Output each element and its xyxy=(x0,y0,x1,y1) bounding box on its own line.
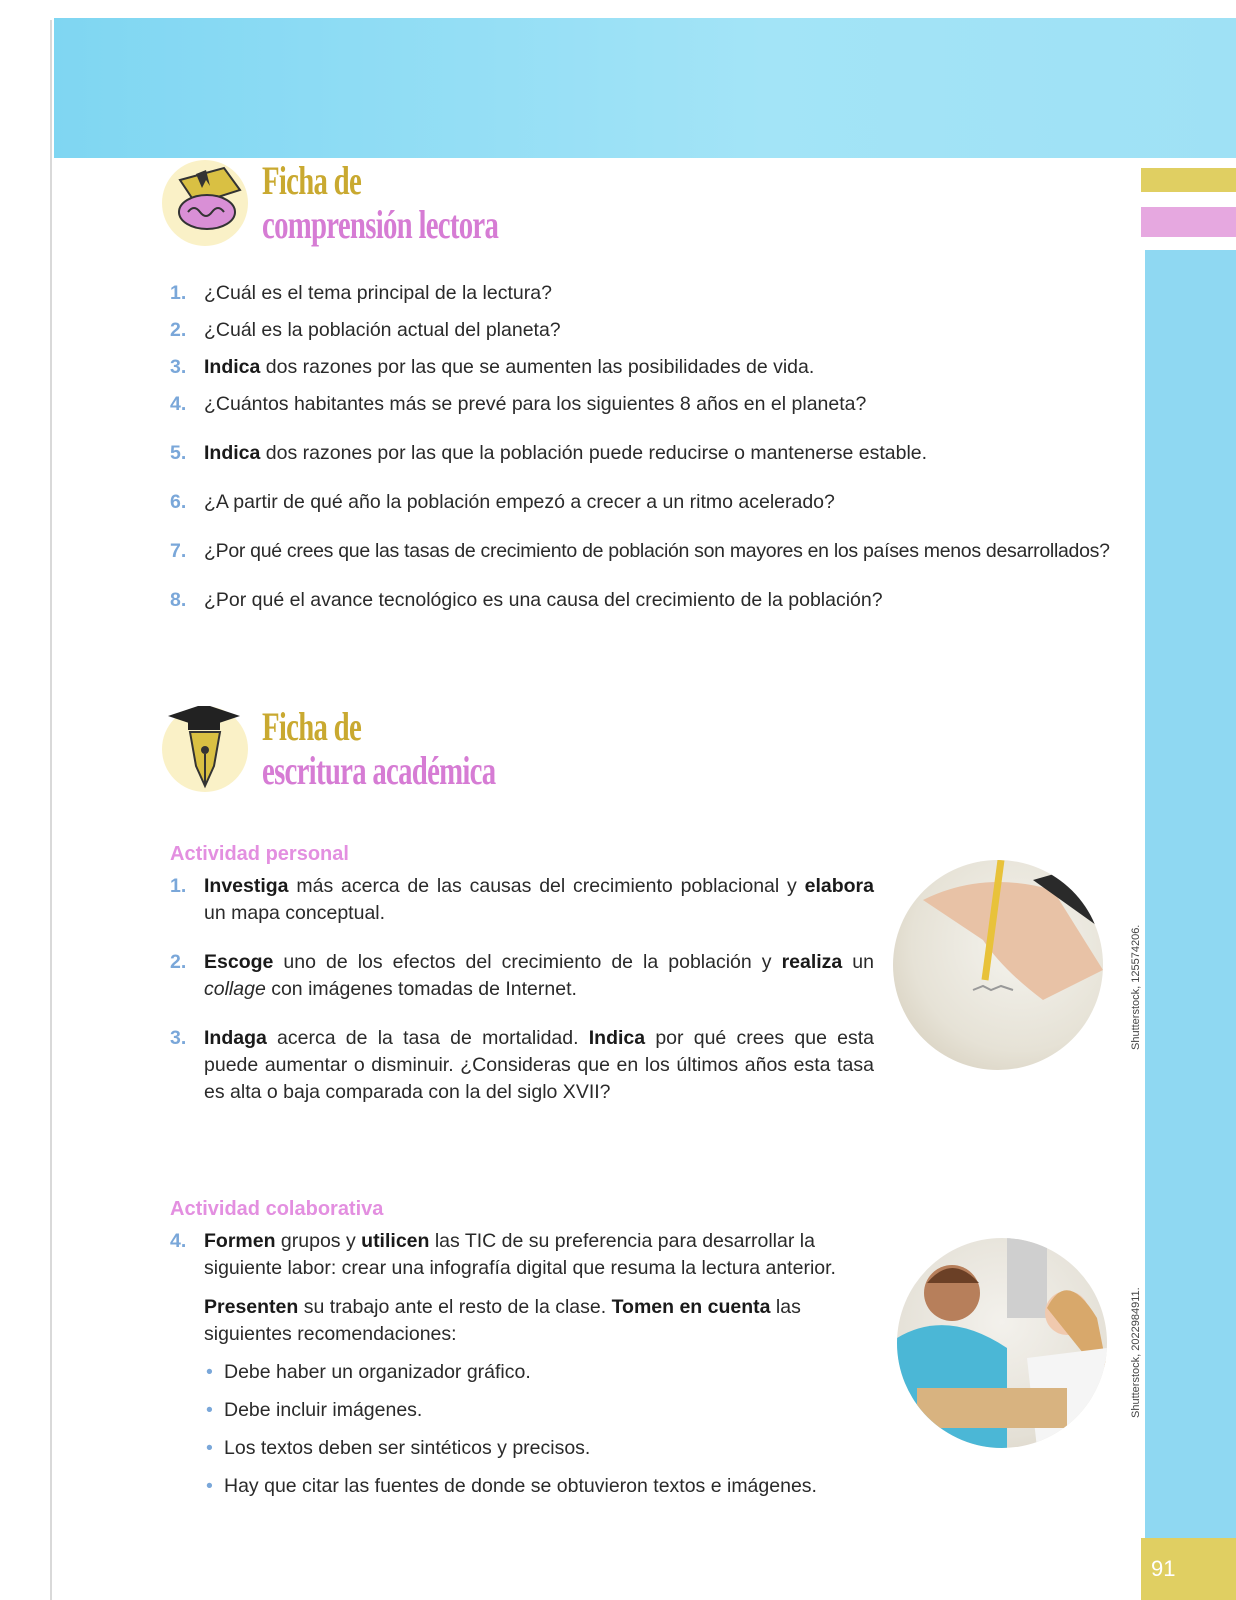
question-text: ¿Cuántos habitantes más se prevé para los siguientes 8 años en el planeta? xyxy=(204,393,867,415)
activity-item xyxy=(170,1025,874,1106)
activity-verb: utilicen xyxy=(361,1230,430,1252)
photo-hand-writing xyxy=(893,860,1103,1070)
question-number: 3. xyxy=(170,356,187,378)
activity-verb: elabora xyxy=(804,875,874,897)
photo-credit: Shutterstock, 125574206. xyxy=(1130,924,1142,1050)
activity-text-part: grupos y xyxy=(275,1230,362,1252)
question-item xyxy=(170,442,927,465)
activity-text-part: un xyxy=(842,951,875,973)
question-text: ¿Cuál es la población actual del planeta? xyxy=(204,319,561,341)
top-color-band xyxy=(54,18,1236,158)
personal-activity-heading: Actividad personal xyxy=(170,843,349,865)
activity-verb: Investiga xyxy=(204,875,289,897)
bullet-dot: • xyxy=(206,1437,213,1459)
question-number: 5. xyxy=(170,442,187,464)
activity-verb: Presenten xyxy=(204,1296,299,1318)
question-item xyxy=(170,282,552,305)
question-item xyxy=(170,319,561,342)
activity-verb: Tomen en cuenta xyxy=(611,1296,771,1318)
question-item xyxy=(170,356,814,379)
activity-number: 4. xyxy=(170,1230,187,1252)
photo-credit: Shutterstock, 2022984911. xyxy=(1130,1287,1142,1418)
collaborative-activity-heading: Actividad colaborativa xyxy=(170,1198,384,1220)
activity-text-part: un mapa conceptual. xyxy=(204,902,386,924)
bullet-text: Debe incluir imágenes. xyxy=(224,1399,423,1421)
side-tab-yellow xyxy=(1141,168,1236,192)
activity-item xyxy=(170,1228,874,1282)
list-item xyxy=(206,1437,590,1460)
question-text: ¿Por qué el avance tecnológico es una causa del crecimiento de la población? xyxy=(204,589,883,611)
section-title-line1: Ficha de xyxy=(262,158,362,203)
activity-text-part: con imágenes tomadas de Internet. xyxy=(265,978,577,1000)
bullet-text: Los textos deben ser sintéticos y precisos. xyxy=(224,1437,591,1459)
activity-text xyxy=(204,1025,874,1106)
question-text: ¿Por qué crees que las tasas de crecimiento de población son mayores en los países menos desarrollados? xyxy=(204,540,1110,562)
writing-section-header xyxy=(162,706,586,792)
activity-verb: Escoge xyxy=(204,951,274,973)
activity-text-part: las TIC de su preferencia para desarrollar la siguiente labor: crear una infografía digital que resuma la lectura anterior. xyxy=(204,1230,836,1279)
question-number: 2. xyxy=(170,319,187,341)
section-title-line2: comprensión lectora xyxy=(262,202,499,247)
list-item xyxy=(206,1361,531,1384)
section-title-line2: escritura académica xyxy=(262,748,496,793)
bullet-dot: • xyxy=(206,1361,213,1383)
brain-book-icon xyxy=(162,160,248,246)
activity-item xyxy=(170,873,874,927)
activity-text-part: acerca de la tasa de mortalidad. xyxy=(266,1027,589,1049)
list-item xyxy=(206,1399,422,1422)
question-item xyxy=(170,393,866,416)
question-text: ¿A partir de qué año la población empezó a crecer a un ritmo acelerado? xyxy=(204,491,835,513)
section-title-line1: Ficha de xyxy=(262,704,362,749)
activity-item xyxy=(170,949,874,1003)
question-item xyxy=(170,540,1110,563)
question-verb: Indica xyxy=(204,356,261,378)
question-number: 8. xyxy=(170,589,187,611)
question-text: dos razones por las que se aumenten las posibilidades de vida. xyxy=(260,356,815,378)
activity-paragraph xyxy=(204,1294,874,1348)
activity-text-part: su trabajo ante el resto de la clase. xyxy=(298,1296,612,1318)
question-text: ¿Cuál es el tema principal de la lectura? xyxy=(204,282,552,304)
page-edge-line xyxy=(50,20,52,1600)
activity-text xyxy=(204,1228,874,1282)
activity-text xyxy=(204,949,874,1003)
question-number: 6. xyxy=(170,491,187,513)
page-number: 91 xyxy=(1141,1538,1236,1600)
activity-text xyxy=(204,873,874,927)
question-item xyxy=(170,491,835,514)
question-number: 7. xyxy=(170,540,187,562)
activity-text-part: por qué crees que esta puede aumentar o disminuir. ¿Consideras que en los últimos años esta tasa es alta o baja comparada con la del siglo XVII? xyxy=(204,1027,874,1103)
activity-number: 1. xyxy=(170,875,187,897)
activity-text-part: uno de los efectos del crecimiento de la población y xyxy=(273,951,782,973)
bullet-dot: • xyxy=(206,1399,213,1421)
activity-number: 2. xyxy=(170,951,187,973)
activity-text-part: las siguientes recomendaciones: xyxy=(204,1296,801,1345)
question-text: dos razones por las que la población puede reducirse o mantenerse estable. xyxy=(260,442,928,464)
side-color-bar xyxy=(1145,250,1236,1540)
question-item xyxy=(170,589,883,612)
graduation-pen-icon xyxy=(162,706,248,792)
question-verb: Indica xyxy=(204,442,261,464)
bullet-dot: • xyxy=(206,1475,213,1497)
question-number: 1. xyxy=(170,282,187,304)
activity-verb: Indica xyxy=(588,1027,646,1049)
side-tab-pink xyxy=(1141,207,1236,237)
activity-text xyxy=(204,1294,874,1348)
question-number: 4. xyxy=(170,393,187,415)
bullet-text: Debe haber un organizador gráfico. xyxy=(224,1361,531,1383)
activity-verb: Formen xyxy=(204,1230,276,1252)
reading-section-header xyxy=(162,160,590,246)
bullet-text: Hay que citar las fuentes de donde se obtuvieron textos e imágenes. xyxy=(224,1475,817,1497)
list-item xyxy=(206,1475,817,1498)
activity-text-part: más acerca de las causas del crecimiento poblacional y xyxy=(288,875,805,897)
activity-verb: realiza xyxy=(781,951,843,973)
activity-verb: Indaga xyxy=(204,1027,267,1049)
activity-italic: collage xyxy=(204,978,266,1000)
photo-students xyxy=(897,1238,1107,1448)
activity-number: 3. xyxy=(170,1027,187,1049)
